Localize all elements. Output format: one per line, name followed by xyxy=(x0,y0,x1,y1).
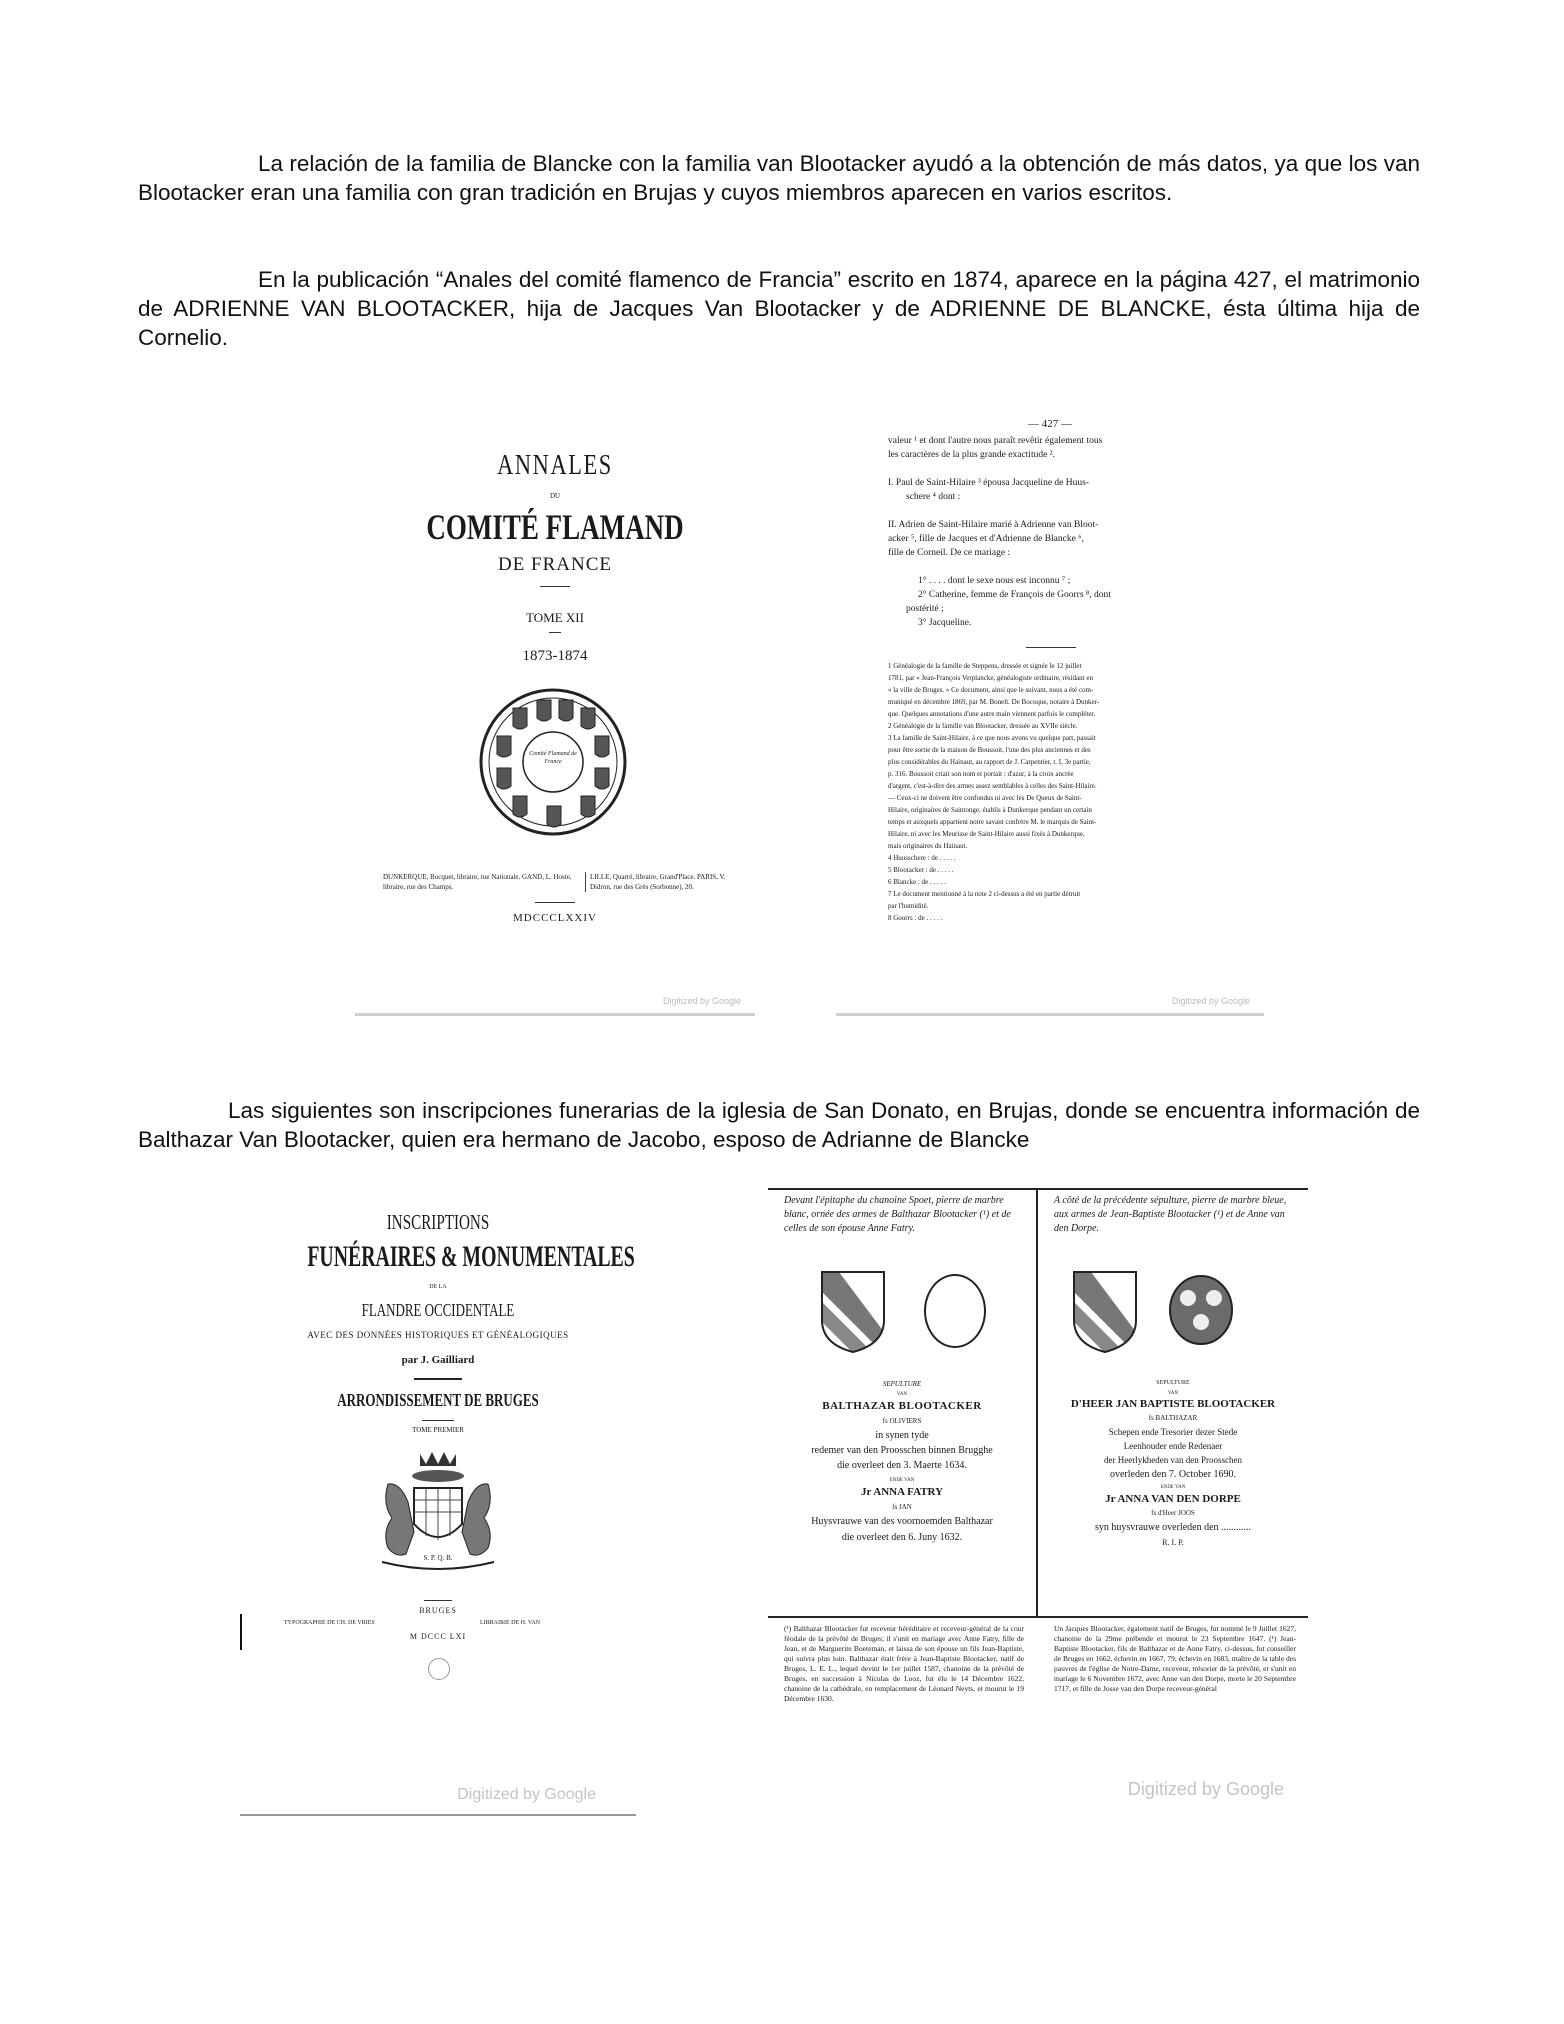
scan-edge-mark xyxy=(240,1614,242,1650)
motto: S. P. Q. B. xyxy=(423,1554,453,1562)
page-427-footnote: Hilaire, ni avec les Meurisse de Saint-Hilaire aussi fixés à Dunkerque, xyxy=(888,830,1085,838)
epitaph-intro: Devant l'épitaphe du chanoine Spoet, pierre de marbre blanc, ornée des armes de Balthazar Blootacker (¹) et de celles de son épouse Anne Fatry. xyxy=(784,1195,1011,1234)
paragraph-annales-publication xyxy=(138,265,1420,352)
page-427-line: 2° Catherine, femme de François de Goorrs ⁸, dont xyxy=(918,590,1111,600)
divider xyxy=(1026,647,1076,648)
page-427-footnote: — Ceux-ci ne doivent être confondus ni avec les De Queux de Saint- xyxy=(888,794,1082,802)
epitaph-line: syn huysvrauwe overleden den ............ xyxy=(1094,1522,1252,1533)
page-427-footnote: « la ville de Bruges. » Ce document, ainsi que le suivant, nous a été com- xyxy=(888,686,1094,694)
page-427-footnote: d'argent, c'est-à-dire des armes assez semblables à celles des Saint-Hilaire. xyxy=(888,782,1097,790)
scan-bottom-rule xyxy=(240,1814,636,1816)
scan-epitaphs-page xyxy=(768,1188,1308,1814)
annales-date-roman: MDCCCLXXIV xyxy=(513,912,597,924)
scan-annales-title-page xyxy=(355,410,755,1016)
publisher-right: LILLE, Quarré, libraire, Grand'Place. PARIS, V. Didron, rue des Grès (Sorbonne), 20. xyxy=(585,872,740,892)
annales-de-france: DE FRANCE xyxy=(497,554,613,575)
page-427-footnote: que. Quelques annotations d'une autre main viennent parfois le compléter. xyxy=(888,710,1096,718)
shield-bend-icon xyxy=(820,1270,886,1359)
page-427-footnote: mais originaires du Hainaut. xyxy=(888,842,968,850)
google-watermark: Digitized by Google xyxy=(457,1786,596,1803)
paragraph-text: La relación de la familia de Blancke con la familia van Blootacker ayudó a la obtención de más datos, ya que los van Blootacker eran una familia con gran tradición en Brujas y cuyos miembros aparecen en varios escritos. xyxy=(138,151,1420,205)
coat-of-arms-emblem xyxy=(368,1444,508,1584)
epitaph-name: D'HEER JAN BAPTISTE BLOOTACKER xyxy=(1070,1398,1276,1410)
epitaph-son-of: fs OLIVIERS xyxy=(882,1417,922,1425)
page-427-line: 3° Jacqueline. xyxy=(918,618,972,628)
oval-shield-charged-icon xyxy=(1168,1274,1234,1351)
page-number: — 427 — xyxy=(1028,418,1072,430)
inscriptions-printer-left: TYPOGRAPHIE DE CH. DE VRIES xyxy=(284,1620,375,1626)
inscriptions-printer-right: LIBRAIRIE DE H. VAN xyxy=(480,1620,541,1626)
inscriptions-city: BRUGES xyxy=(419,1606,457,1615)
page-427-footnote: 7 Le document mentionné à la note 2 ci-dessus a été en partie détruit xyxy=(888,890,1081,898)
shield-bend-icon xyxy=(1072,1270,1138,1359)
inscriptions-arrondissement: ARRONDISSEMENT DE BRUGES xyxy=(337,1390,539,1410)
page-427-footnote: 6 Blancke : de . . . . . xyxy=(888,878,946,886)
inscriptions-tome: TOME PREMIER xyxy=(412,1426,464,1434)
epitaph-line: overleden den 7. October 1690. xyxy=(1109,1469,1237,1480)
page-427-footnote: 5 Blootacker : de . . . . . xyxy=(888,866,954,874)
epitaph-line: der Heerlykheden van den Proosschen xyxy=(1104,1455,1242,1465)
google-watermark: Digitized by Google xyxy=(1127,1779,1284,1799)
epitaph-van: VAN xyxy=(1167,1391,1179,1396)
inscriptions-title: INSCRIPTIONS xyxy=(386,1210,490,1234)
page-427-footnote: 2 Généalogie de la famille van Blootacker, dressée au XVIIe siècle. xyxy=(888,722,1078,730)
seal-emblem xyxy=(477,686,629,838)
page-427-line: schere ⁴ dont : xyxy=(906,492,961,502)
divider xyxy=(424,1600,452,1601)
paragraph-text: Las siguientes son inscripciones funerarias de la iglesia de San Donato, en Brujas, donde se encuentra información de Balthazar Van Blootacker, quien era hermano de Jacobo, esposo de Adrianne de Blancke xyxy=(138,1098,1420,1152)
divider xyxy=(422,1420,454,1421)
epitaph-footnote: (¹) Balthazar Blootacker fut receveur héréditaire et receveur-général de la cour féodale de la prévôté de Bruges; il s'unit en mariage avec Anne Fatry, fille de Jean, et de Marguerite Boeteman, et laissa de son épouse un fils Jean-Baptiste, qui suivra plus loin. Balthazar était frère à Jean-Baptiste Blootacker, natif de Bruges, L. E. L., lequel devint le 1er juillet 1587, chanoine de la prévôté de Bruges, en succession à Nicolas de Looz, fut élu le 14 Décembre 1622, chanoine de la cathédrale, en remplacement de Léonard Neyts, et mourut le 19 Décembre 1630. xyxy=(784,1624,1024,1703)
annales-comite-flamand: COMITÉ FLAMAND xyxy=(426,507,684,547)
divider xyxy=(414,1378,462,1380)
divider xyxy=(549,632,561,633)
scan-bottom-rule xyxy=(355,1013,755,1016)
epitaph-line: redemer van den Proosschen binnen Brugghe xyxy=(811,1445,993,1456)
scan-inscriptions-title-page xyxy=(240,1188,636,1816)
page-427-footnote: 3 La famille de Saint-Hilaire, à ce que nous avons vu quelque part, passait xyxy=(888,734,1096,742)
page-427-footnote: 1 Généalogie de la famille de Steppens, dressée et signée le 12 juillet xyxy=(888,662,1082,670)
library-stamp xyxy=(428,1658,450,1680)
inscriptions-subtitle: FUNÉRAIRES & MONUMENTALES xyxy=(307,1240,635,1273)
page-427-line: valeur ¹ et dont l'autre nous paraît revêtir également tous xyxy=(888,436,1103,446)
inscriptions-region: FLANDRE OCCIDENTALE xyxy=(361,1300,515,1320)
page-427-footnote: 4 Huusschere : de . . . . . xyxy=(888,854,956,862)
epitaph-wife-of: fs d'Heer JOOS xyxy=(1151,1509,1195,1517)
divider xyxy=(540,586,570,587)
annales-tome: TOME XII xyxy=(526,610,584,625)
page-427-line: acker ⁵, fille de Jacques et d'Adrienne de Blancke ⁶, xyxy=(888,534,1084,544)
epitaph-ende: ENDE VAN xyxy=(889,1478,915,1483)
annales-du: DU xyxy=(549,492,561,500)
divider xyxy=(535,902,575,903)
page-427-line: II. Adrien de Saint-Hilaire marié à Adrienne van Bloot- xyxy=(888,520,1099,530)
google-watermark: Digitized by Google xyxy=(1171,996,1250,1006)
epitaph-line: Schepen ende Tresorier dezer Stede xyxy=(1108,1427,1238,1437)
epitaph-heading: SEPULTURE xyxy=(882,1380,922,1388)
epitaph-footnote: Un Jacques Blootacker, également natif de Bruges, fut nommé le 9 Juillet 1627, chanoine de la 29me prébende et mourut le 23 Septembre 1647. (¹) Jean-Baptiste Blootacker, fils de Balthazar et de Anne Fatry, ci-dessus, fut conseiller de Bruges en 1662, échevin en 1667, 79, échevin en 1683, maître de la table des pauvres de l'église de Notre-Dame, receveur, trésorier de la prévôté, et s'unit en mariage le 6 Novembre 1672, avec Anne van den Dorpe, morte le 20 Septembre 1717, et fille de Josse van den Dorpe receveur-général xyxy=(1054,1624,1296,1693)
page-427-footnote: 8 Goorrs : de . . . . . xyxy=(888,914,943,922)
page-427-footnote: plus considérables du Hainaut, au rapport de J. Carpentier, t. I, 3e partie, xyxy=(888,758,1091,766)
epitaph-name: BALTHAZAR BLOOTACKER xyxy=(822,1400,982,1412)
inscriptions-avec: AVEC DES DONNÉES HISTORIQUES ET GÉNÉALOGIQUES xyxy=(307,1330,569,1340)
scan-page-427 xyxy=(836,410,1264,1016)
page-427-footnote: p. 316. Boussoit criait son nom et portait : d'azur, à la croix ancrée xyxy=(888,770,1074,778)
seal-text: Comité Flamand de France xyxy=(529,751,577,765)
page-427-line: I. Paul de Saint-Hilaire ³ épousa Jacqueline de Huus- xyxy=(888,478,1089,488)
annales-years: 1873-1874 xyxy=(522,648,588,664)
google-watermark: Digitized by Google xyxy=(662,996,741,1006)
epitaph-line: die overleet den 6. Juny 1632. xyxy=(841,1532,963,1543)
page-427-footnote: muniqué en décembre 1869, par M. Bonelt. De Bocoque, notaire à Dunker- xyxy=(888,698,1100,706)
page-427-footnote: pour être sortie de la maison de Boussoit, l'une des plus anciennes et des xyxy=(888,746,1091,754)
page-427-footnote: 1781, par « Jean-François Verplancke, généalogiste ordinaire, résidant en xyxy=(888,674,1093,682)
paragraph-text: En la publicación “Anales del comité flamenco de Francia” escrito en 1874, aparece en la página 427, el matrimonio de ADRIENNE VAN BLOOTACKER, hija de Jacques Van Blootacker y de ADRIENNE DE BLANCKE, ésta última hija de Cornelio. xyxy=(138,267,1420,350)
page-427-footnote: temps et auxquels appartient notre savant confrère M. le marquis de Saint- xyxy=(888,818,1097,826)
epitaph-wife-of: fs JAN xyxy=(892,1503,912,1511)
inscriptions-author: par J. Gailliard xyxy=(401,1354,475,1366)
epitaph-heading: SEPULTURE xyxy=(1156,1380,1190,1386)
page-427-line: postérité ; xyxy=(906,604,944,614)
page-427-footnote: par l'humidité. xyxy=(888,902,929,910)
epitaph-jan-baptiste xyxy=(1038,1188,1308,1814)
epitaph-rip: R. I. P. xyxy=(1162,1538,1184,1547)
inscriptions-year: M DCCC LXI xyxy=(409,1632,467,1641)
epitaph-line: Huysvrauwe van des voornoemden Balthazar xyxy=(811,1516,993,1527)
publisher-left: DUNKERQUE, Bocquet, libraire, rue Nationale. GAND, L. Hoste, libraire, rue des Champs. xyxy=(383,873,572,891)
page-427-line: les caractères de la plus grande exactitude ². xyxy=(888,450,1055,460)
page-427-line: fille de Corneil. De ce mariage : xyxy=(888,548,1011,558)
page-427-footnote: Hilaire, originaires de Saintonge, établis à Dunkerque pendant un certain xyxy=(888,806,1092,814)
epitaph-van: VAN xyxy=(896,1392,908,1397)
epitaph-line: die overleet den 3. Maerte 1634. xyxy=(837,1460,967,1471)
page-427-line: 1° . . . . dont le sexe nous est inconnu ⁷ ; xyxy=(918,576,1071,586)
epitaph-wife: Jr ANNA VAN DEN DORPE xyxy=(1105,1493,1241,1505)
epitaph-wife: Jr ANNA FATRY xyxy=(860,1486,944,1498)
epitaph-balthazar xyxy=(768,1188,1036,1814)
epitaph-son-of: fs BALTHAZAR xyxy=(1148,1414,1198,1422)
paragraph-family-relation xyxy=(138,149,1420,207)
annales-title: ANNALES xyxy=(497,450,613,481)
epitaph-line: in synen tyde xyxy=(875,1430,929,1441)
epitaph-line: Leenhouder ende Redenaer xyxy=(1123,1441,1223,1451)
paragraph-funeral-inscriptions xyxy=(138,1096,1420,1154)
epitaph-intro: A côté de la précédente sépulture, pierre de marbre bleue, aux armes de Jean-Baptiste Blootacker (¹) et de Anne van den Dorpe. xyxy=(1054,1195,1287,1234)
inscriptions-de-la: DE LA xyxy=(429,1284,447,1290)
epitaph-ende: ENDE VAN xyxy=(1160,1485,1186,1490)
oval-shield-icon xyxy=(924,1274,986,1348)
scan-bottom-rule xyxy=(836,1013,1264,1016)
